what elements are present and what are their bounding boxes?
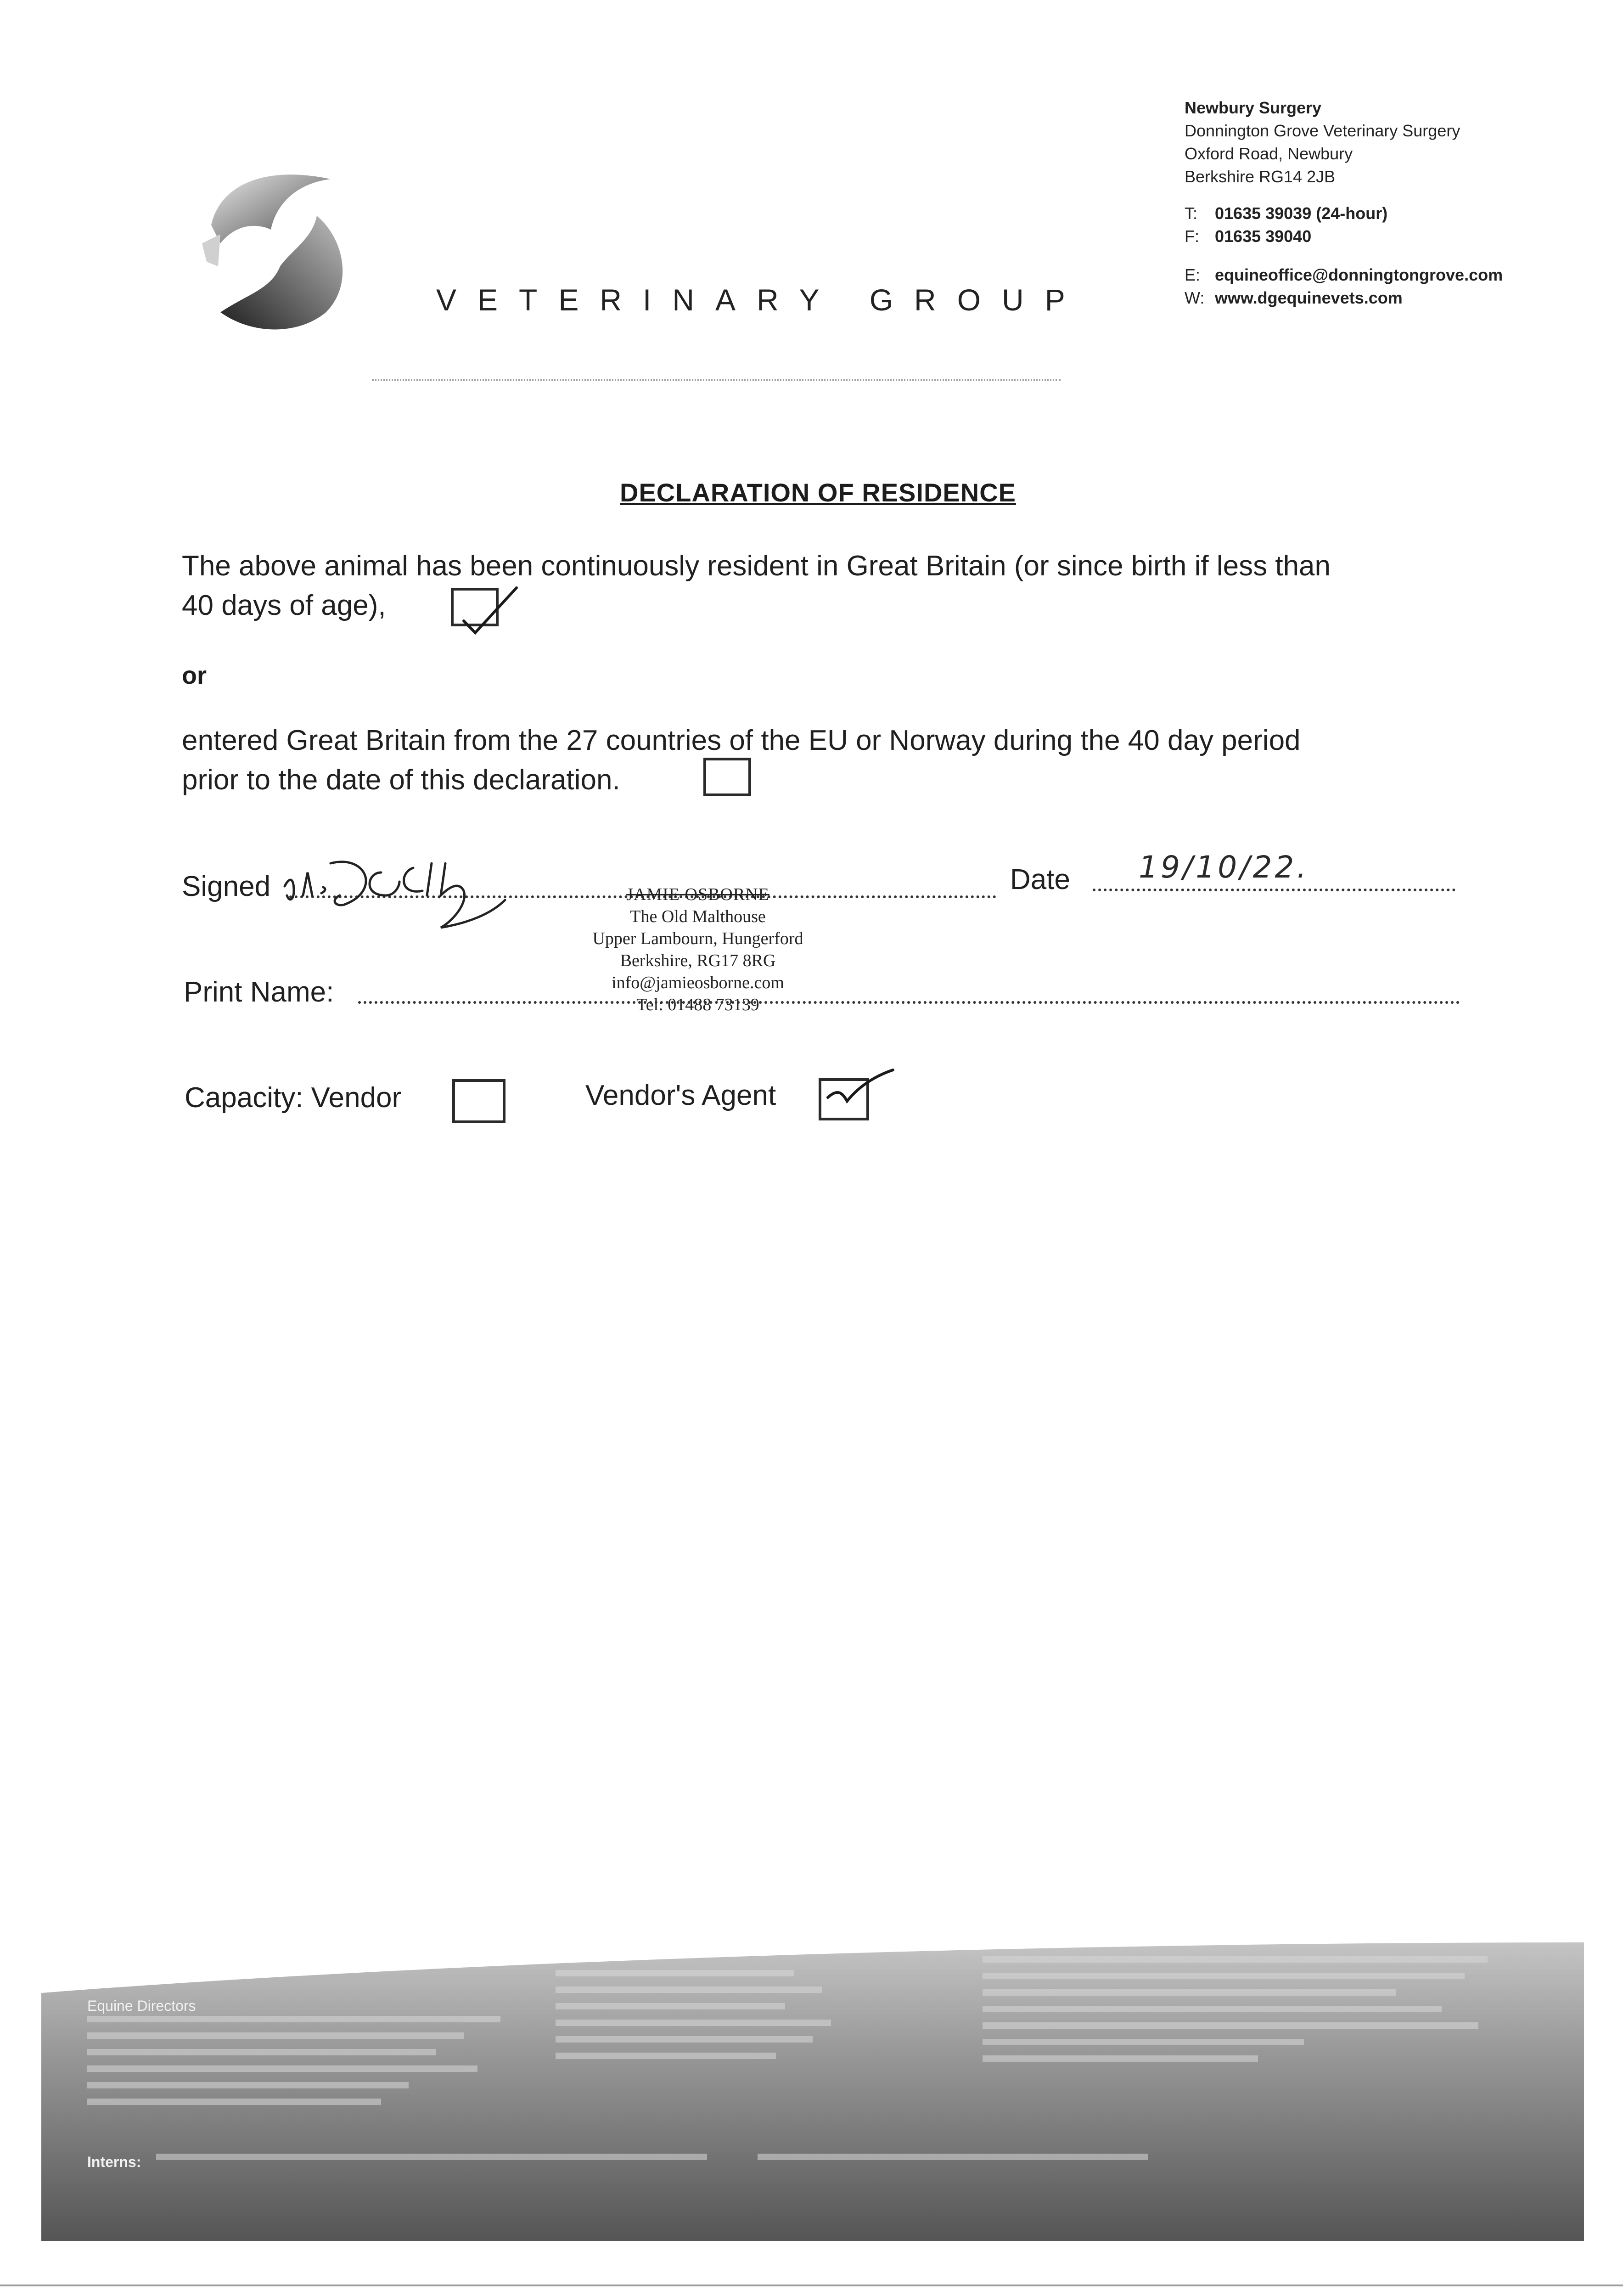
veterinary-group-logo [193, 152, 376, 344]
address-line: Donnington Grove Veterinary Surgery [1185, 121, 1460, 140]
date-line [1093, 889, 1455, 891]
vendors-agent-label: Vendor's Agent [585, 1080, 776, 1111]
statement-line: The above animal has been continuously resident in Great Britain (or since birth if less than [182, 550, 1331, 582]
statement-line: prior to the date of this declaration. [182, 764, 620, 796]
check-mark-icon [820, 1065, 898, 1116]
web-label: W: [1185, 288, 1205, 307]
phone-fax [1185, 202, 1387, 248]
or-label: or [182, 662, 207, 689]
surgery-name: Newbury Surgery [1185, 98, 1322, 117]
fax-number: 01635 39040 [1215, 227, 1312, 246]
phone-label: T: [1185, 204, 1198, 223]
signed-label: Signed [182, 871, 271, 902]
email-web [1185, 264, 1503, 310]
footer-band [41, 1929, 1584, 2241]
date-label: Date [1010, 864, 1070, 895]
stamp-line: Berkshire, RG17 8RG [620, 951, 776, 970]
handwritten-signature [275, 845, 533, 937]
stamp-line: Upper Lambourn, Hungerford [592, 929, 803, 948]
print-name-label: Print Name: [184, 976, 334, 1008]
print-name-line [358, 1001, 1460, 1004]
address-line: Berkshire RG14 2JB [1185, 167, 1336, 186]
stamp-name: JAMIE OSBORNE [626, 885, 769, 904]
check-mark-icon [455, 579, 523, 638]
document-title: DECLARATION OF RESIDENCE [620, 478, 1016, 507]
vendor-checkbox[interactable] [452, 1079, 505, 1123]
address-line: Oxford Road, Newbury [1185, 144, 1353, 163]
stamp-line: The Old Malthouse [630, 907, 766, 926]
interns-label: Interns: [87, 2154, 141, 2170]
statement-line: entered Great Britain from the 27 countries of the EU or Norway during the 40 day period [182, 725, 1301, 756]
statement-line: 40 days of age), [182, 590, 386, 621]
capacity-vendor-label: Capacity: Vendor [185, 1082, 402, 1114]
group-name: VETERINARY GROUP [436, 283, 1086, 317]
header-divider [372, 379, 1061, 381]
residence-statement [182, 546, 1331, 625]
stamp-tel: Tel: 01488 73139 [636, 995, 759, 1014]
stamp-email: info@jamieosborne.com [612, 973, 784, 992]
surgery-address [1185, 96, 1460, 188]
page-bottom-rule [0, 2285, 1623, 2286]
web-address: www.dgequinevets.com [1215, 288, 1403, 307]
entered-gb-checkbox[interactable] [703, 758, 751, 796]
fax-label: F: [1185, 227, 1199, 246]
date-handwritten: 19/10/22. [1139, 850, 1309, 885]
email-address: equineoffice@donningtongrove.com [1215, 265, 1503, 284]
email-label: E: [1185, 265, 1201, 284]
equine-directors-label: Equine Directors [87, 1998, 196, 2014]
phone-number: 01635 39039 (24-hour) [1215, 204, 1388, 223]
agent-stamp [574, 884, 822, 1016]
